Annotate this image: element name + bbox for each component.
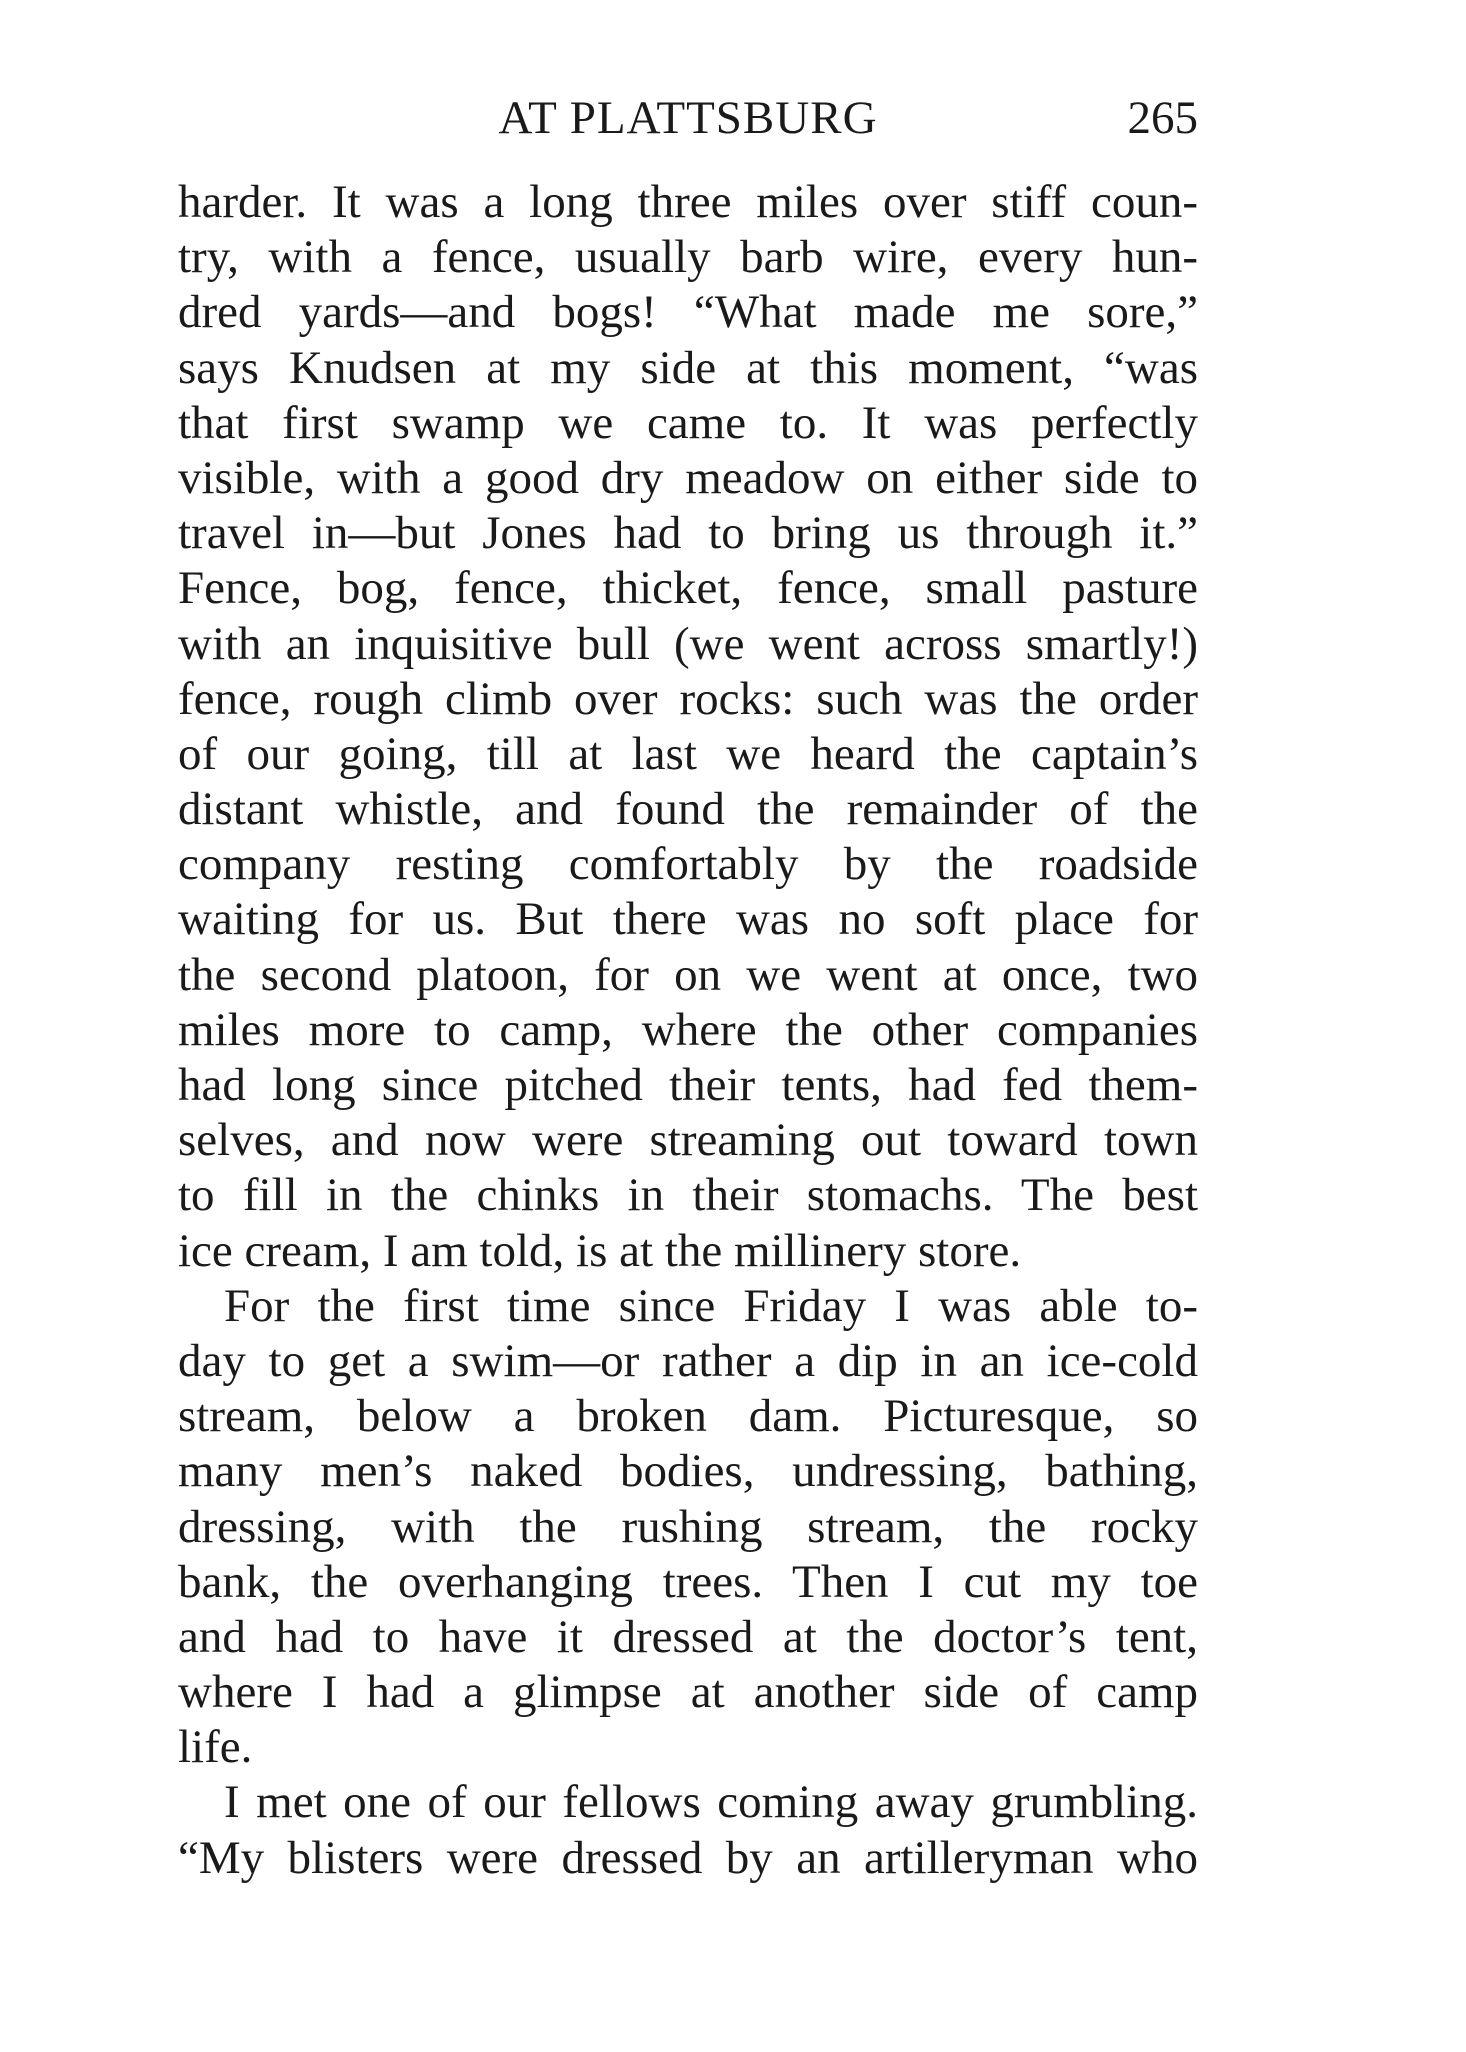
text-line: day to get a swim—or rather a dip in an ice-cold (178, 1334, 1198, 1387)
paragraph (178, 1279, 1198, 1776)
text-line: “My blisters were dressed by an artilleryman who (178, 1831, 1198, 1884)
text-line: dred yards—and bogs! “What made me sore,” (178, 286, 1198, 339)
text-line: life. (178, 1721, 253, 1774)
text-line: company resting comfortably by the roadside (178, 838, 1198, 891)
text-line: harder. It was a long three miles over stiff coun- (178, 176, 1198, 228)
running-head (178, 88, 1198, 148)
text-line: I met one of our fellows coming away grumbling. (224, 1776, 1198, 1829)
text-line: to fill in the chinks in their stomachs. The best (178, 1169, 1198, 1222)
text-line: many men’s naked bodies, undressing, bathing, (178, 1445, 1198, 1498)
text-line: try, with a fence, usually barb wire, every hun- (178, 231, 1198, 284)
body-text (178, 175, 1198, 1886)
text-line: bank, the overhanging trees. Then I cut my toe (178, 1555, 1198, 1608)
text-line: and had to have it dressed at the doctor’s tent, (178, 1610, 1198, 1663)
text-line: For the first time since Friday I was able to- (224, 1279, 1198, 1332)
text-line: with an inquisitive bull (we went across smartly!) (178, 617, 1198, 670)
text-line: Fence, bog, fence, thicket, fence, small pasture (178, 562, 1198, 615)
text-line: selves, and now were streaming out toward town (178, 1114, 1198, 1167)
text-line: the second platoon, for on we went at once, two (178, 948, 1198, 1001)
text-line: says Knudsen at my side at this moment, “was (178, 341, 1198, 394)
text-line: stream, below a broken dam. Picturesque, so (178, 1390, 1198, 1443)
text-line: had long since pitched their tents, had fed them- (178, 1059, 1198, 1111)
paragraph (178, 1775, 1198, 1885)
text-line: fence, rough climb over rocks: such was the order (178, 672, 1198, 725)
text-line: dressing, with the rushing stream, the rocky (178, 1500, 1198, 1553)
text-line: distant whistle, and found the remainder of the (178, 783, 1198, 836)
text-line: travel in—but Jones had to bring us through it.” (178, 507, 1198, 560)
text-line: of our going, till at last we heard the captain’s (178, 727, 1198, 780)
paragraph (178, 175, 1198, 1279)
text-line: where I had a glimpse at another side of camp (178, 1666, 1198, 1719)
text-line: miles more to camp, where the other companies (178, 1003, 1198, 1056)
text-line: waiting for us. But there was no soft place for (178, 893, 1198, 946)
text-line: ice cream, I am told, is at the millinery store. (178, 1224, 1022, 1277)
running-title: AT PLATTSBURG (498, 92, 878, 144)
text-line: that first swamp we came to. It was perfectly (178, 396, 1198, 449)
text-line: visible, with a good dry meadow on either side to (178, 451, 1198, 504)
page-number: 265 (1127, 92, 1198, 144)
